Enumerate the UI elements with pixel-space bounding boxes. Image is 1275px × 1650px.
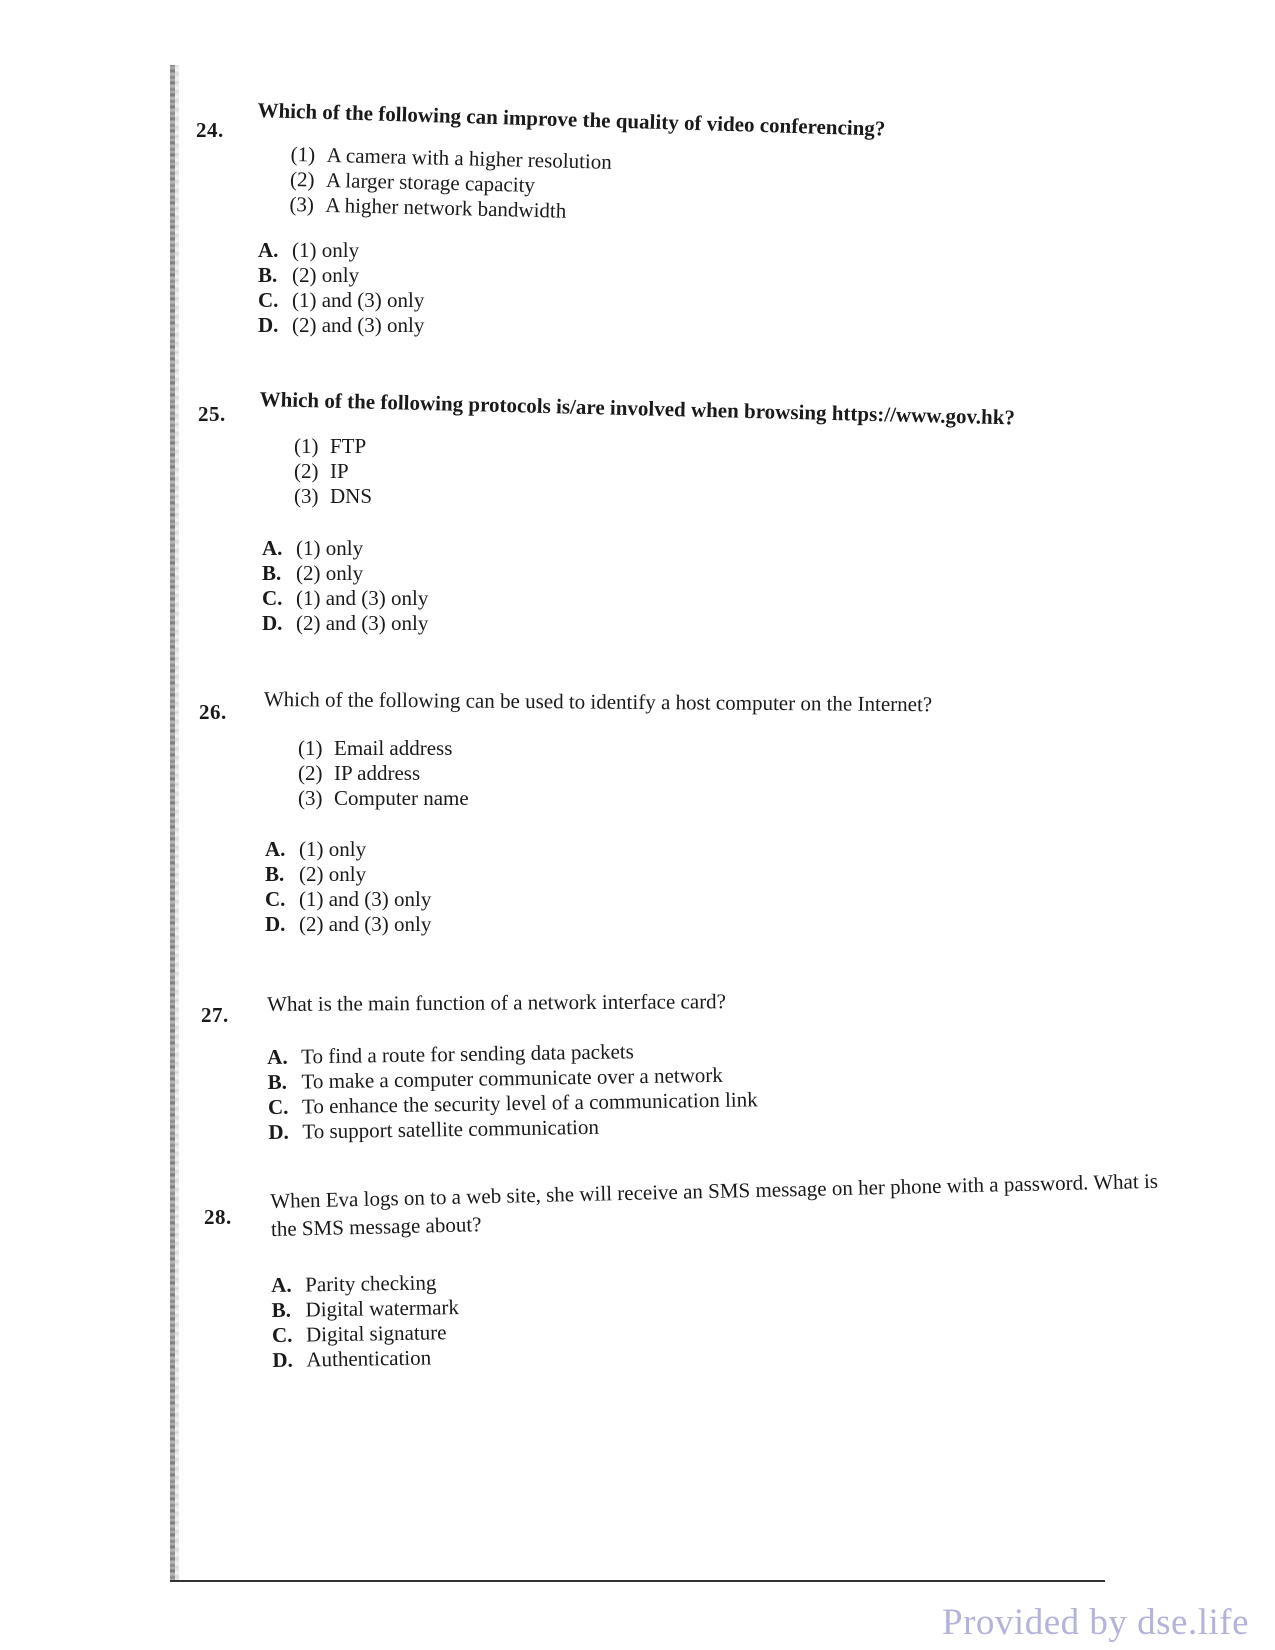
option-letter: A.	[271, 1272, 292, 1297]
question-number: 27.	[201, 1003, 229, 1027]
option-b	[258, 263, 424, 288]
option-c	[262, 586, 428, 611]
option-c	[258, 288, 424, 313]
statement-number: (3)	[289, 191, 315, 217]
scan-edge-halo	[175, 65, 179, 1580]
question-stem-line: Which of the following can be used to identify a host computer on the Internet?	[263, 686, 933, 717]
question-stem-line: the SMS message about?	[270, 1212, 482, 1241]
statement-item	[298, 761, 469, 786]
question-stem-line: What is the main function of a network interface card?	[267, 989, 727, 1016]
statement-item	[298, 736, 469, 761]
option-letter: D.	[262, 611, 283, 635]
option-a	[271, 1270, 459, 1298]
statement-item	[294, 484, 372, 509]
question-stem-line: When Eva logs on to a web site, she will receive an SMS message on her phone with a password. What is	[270, 1168, 1159, 1213]
statement-number: (1)	[298, 736, 323, 760]
option-list	[262, 536, 428, 636]
footer-credit-link[interactable]: Provided by dse.life	[942, 1602, 1249, 1643]
statement-text: Email address	[334, 736, 453, 760]
question-stem-line: Which of the following can improve the quality of video conferencing?	[257, 97, 886, 141]
option-text: To support satellite communication	[302, 1114, 600, 1144]
question-stem	[264, 685, 933, 718]
option-list	[265, 837, 431, 937]
question-number: 25.	[198, 402, 226, 426]
option-letter: B.	[267, 1069, 288, 1094]
statement-item	[294, 459, 372, 484]
option-text: (1) only	[292, 238, 360, 262]
option-text: (2) and (3) only	[299, 912, 432, 936]
option-letter: C.	[271, 1322, 293, 1347]
statement-number: (2)	[294, 459, 319, 483]
option-c	[272, 1320, 460, 1348]
option-text: Parity checking	[304, 1270, 437, 1297]
statement-number: (2)	[289, 166, 315, 192]
question-stem	[259, 385, 1015, 431]
option-text: Digital watermark	[305, 1295, 460, 1322]
option-list	[258, 238, 424, 338]
option-a	[258, 238, 424, 263]
option-letter: C.	[267, 1094, 289, 1119]
statement-text: A higher network bandwidth	[325, 192, 567, 223]
option-letter: D.	[268, 1119, 289, 1144]
option-text: (2) only	[292, 263, 360, 287]
question-number: 28.	[204, 1205, 232, 1229]
option-letter: D.	[258, 313, 279, 337]
statement-list	[289, 142, 612, 225]
option-text: (2) and (3) only	[292, 313, 425, 337]
option-letter: B.	[271, 1297, 292, 1322]
statement-item	[294, 434, 372, 459]
option-text: (2) and (3) only	[296, 611, 429, 635]
option-letter: A.	[258, 238, 279, 262]
option-b	[265, 862, 431, 887]
option-d	[262, 611, 428, 636]
page-bottom-rule	[170, 1580, 1105, 1582]
statement-text: IP address	[334, 761, 421, 785]
option-a	[262, 536, 428, 561]
statement-list	[294, 434, 372, 509]
option-text: (1) and (3) only	[292, 288, 425, 312]
question-number: 24.	[196, 118, 224, 142]
option-list	[267, 1037, 758, 1145]
option-letter: A.	[267, 1044, 288, 1069]
option-text: (1) only	[296, 536, 364, 560]
question-stem	[270, 1167, 1159, 1243]
statement-number: (1)	[294, 434, 319, 458]
question-stem-line: Which of the following protocols is/are involved when browsing https://www.gov.hk?	[259, 386, 1016, 430]
statement-text: Computer name	[334, 786, 469, 810]
statement-list	[298, 736, 469, 811]
option-letter: B.	[258, 263, 278, 287]
option-text: (2) only	[299, 862, 367, 886]
statement-item	[298, 786, 469, 811]
option-text: Authentication	[306, 1345, 432, 1372]
option-text: (1) and (3) only	[299, 887, 432, 911]
option-letter: A.	[265, 837, 286, 861]
option-text: (1) and (3) only	[296, 586, 429, 610]
option-text: (1) only	[299, 837, 367, 861]
option-letter: B.	[265, 862, 285, 886]
option-letter: D.	[272, 1347, 293, 1372]
statement-text: FTP	[330, 434, 367, 458]
option-text: Digital signature	[305, 1320, 447, 1347]
statement-text: A camera with a higher resolution	[326, 142, 613, 174]
option-letter: C.	[265, 887, 286, 911]
option-text: (2) only	[296, 561, 364, 585]
statement-text: IP	[330, 459, 349, 483]
option-text: To enhance the security level of a communication link	[301, 1087, 758, 1119]
statement-number: (2)	[298, 761, 323, 785]
option-d	[272, 1345, 460, 1373]
option-d	[265, 912, 431, 937]
option-a	[265, 837, 431, 862]
statement-number: (1)	[290, 142, 316, 167]
statement-number: (3)	[298, 786, 323, 810]
question-stem	[267, 987, 726, 1018]
statement-text: A larger storage capacity	[325, 167, 536, 197]
question-number: 26.	[199, 700, 227, 724]
option-b	[271, 1295, 459, 1323]
option-list	[271, 1270, 460, 1373]
question-stem	[257, 96, 886, 143]
option-letter: D.	[265, 912, 286, 936]
option-letter: C.	[262, 586, 283, 610]
option-letter: A.	[262, 536, 283, 560]
option-letter: B.	[262, 561, 282, 585]
option-text: To find a route for sending data packets	[300, 1039, 635, 1069]
statement-text: DNS	[330, 484, 373, 508]
option-letter: C.	[258, 288, 279, 312]
option-b	[262, 561, 428, 586]
statement-number: (3)	[294, 484, 319, 508]
option-text: To make a computer communicate over a network	[301, 1062, 724, 1094]
option-d	[258, 313, 424, 338]
option-c	[265, 887, 431, 912]
